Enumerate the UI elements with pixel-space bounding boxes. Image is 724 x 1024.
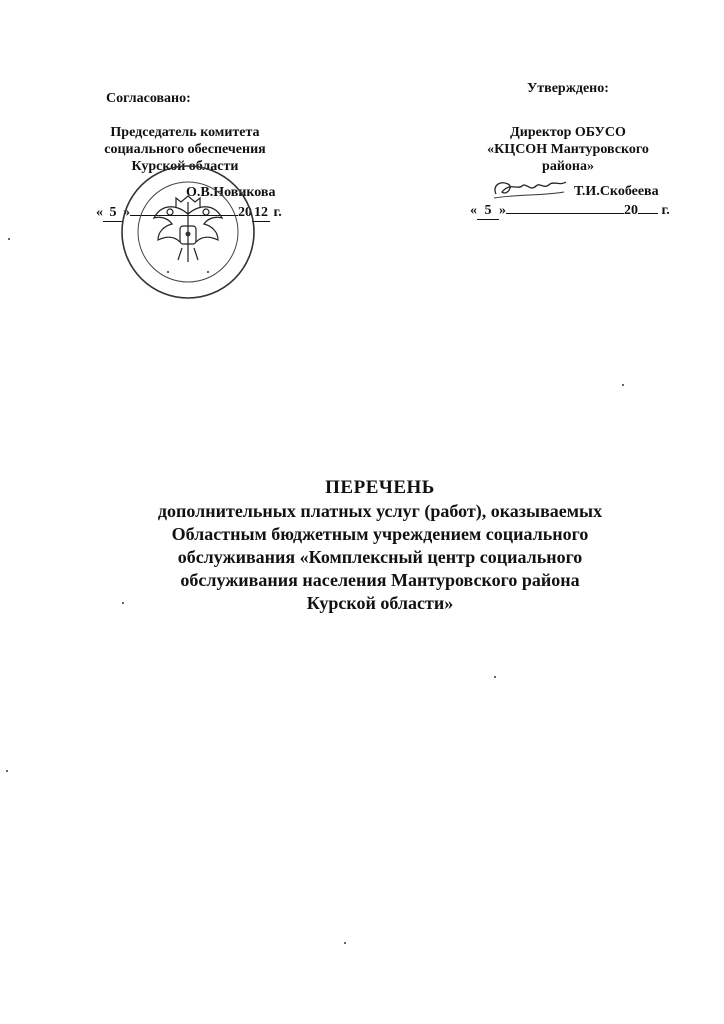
title-line: обслуживания «Комплексный центр социального <box>177 547 583 567</box>
approval-right-position <box>462 124 674 175</box>
approval-right-heading: Утверждено: <box>527 81 609 96</box>
approval-right-day: 5 <box>477 202 499 220</box>
date-quote-open: « <box>96 205 103 220</box>
title-line: дополнительных платных услуг (работ), оказываемых <box>157 501 603 521</box>
approval-right-year-unit: г. <box>661 203 670 218</box>
scan-speck <box>8 238 10 240</box>
date-quote-close: » <box>123 205 130 220</box>
scan-speck <box>622 384 624 386</box>
date-quote-close: » <box>499 203 506 218</box>
approval-right-month-blank <box>506 199 624 214</box>
approval-left-year-prefix: 20 <box>238 205 252 220</box>
approval-left-line3: Курской области <box>131 159 239 174</box>
approval-right-line2: «КЦСОН Мантуровского <box>487 142 649 157</box>
scan-speck <box>6 770 8 772</box>
title-line: Курской области» <box>306 593 454 613</box>
approval-right-name: Т.И.Скобеева <box>574 184 659 199</box>
approval-left-line2: социального обеспечения <box>104 142 266 157</box>
approval-right-year-suffix <box>638 199 658 214</box>
approval-left-day: 5 <box>103 204 123 222</box>
approval-left-line1: Председатель комитета <box>110 125 260 140</box>
approval-right-year-prefix: 20 <box>624 203 638 218</box>
scan-speck <box>344 942 346 944</box>
official-seal-icon <box>108 162 268 302</box>
approval-left-year-suffix: 12 <box>254 205 268 220</box>
approval-right-line3: района» <box>542 159 594 174</box>
title-heading: ПЕРЕЧЕНЬ <box>325 477 435 498</box>
date-quote-open: « <box>470 203 477 218</box>
title-line: обслуживания населения Мантуровского района <box>180 570 580 590</box>
document-title <box>60 476 700 615</box>
approval-right-date <box>470 199 670 220</box>
scan-speck <box>494 676 496 678</box>
approval-left-name: О.В.Новикова <box>186 185 276 200</box>
approval-left-heading: Согласовано: <box>106 91 191 106</box>
approval-right-line1: Директор ОБУСО <box>510 125 626 140</box>
scan-speck <box>122 602 124 604</box>
title-line: Областным бюджетным учреждением социального <box>171 524 589 544</box>
approval-left-year-unit: г. <box>273 205 282 220</box>
